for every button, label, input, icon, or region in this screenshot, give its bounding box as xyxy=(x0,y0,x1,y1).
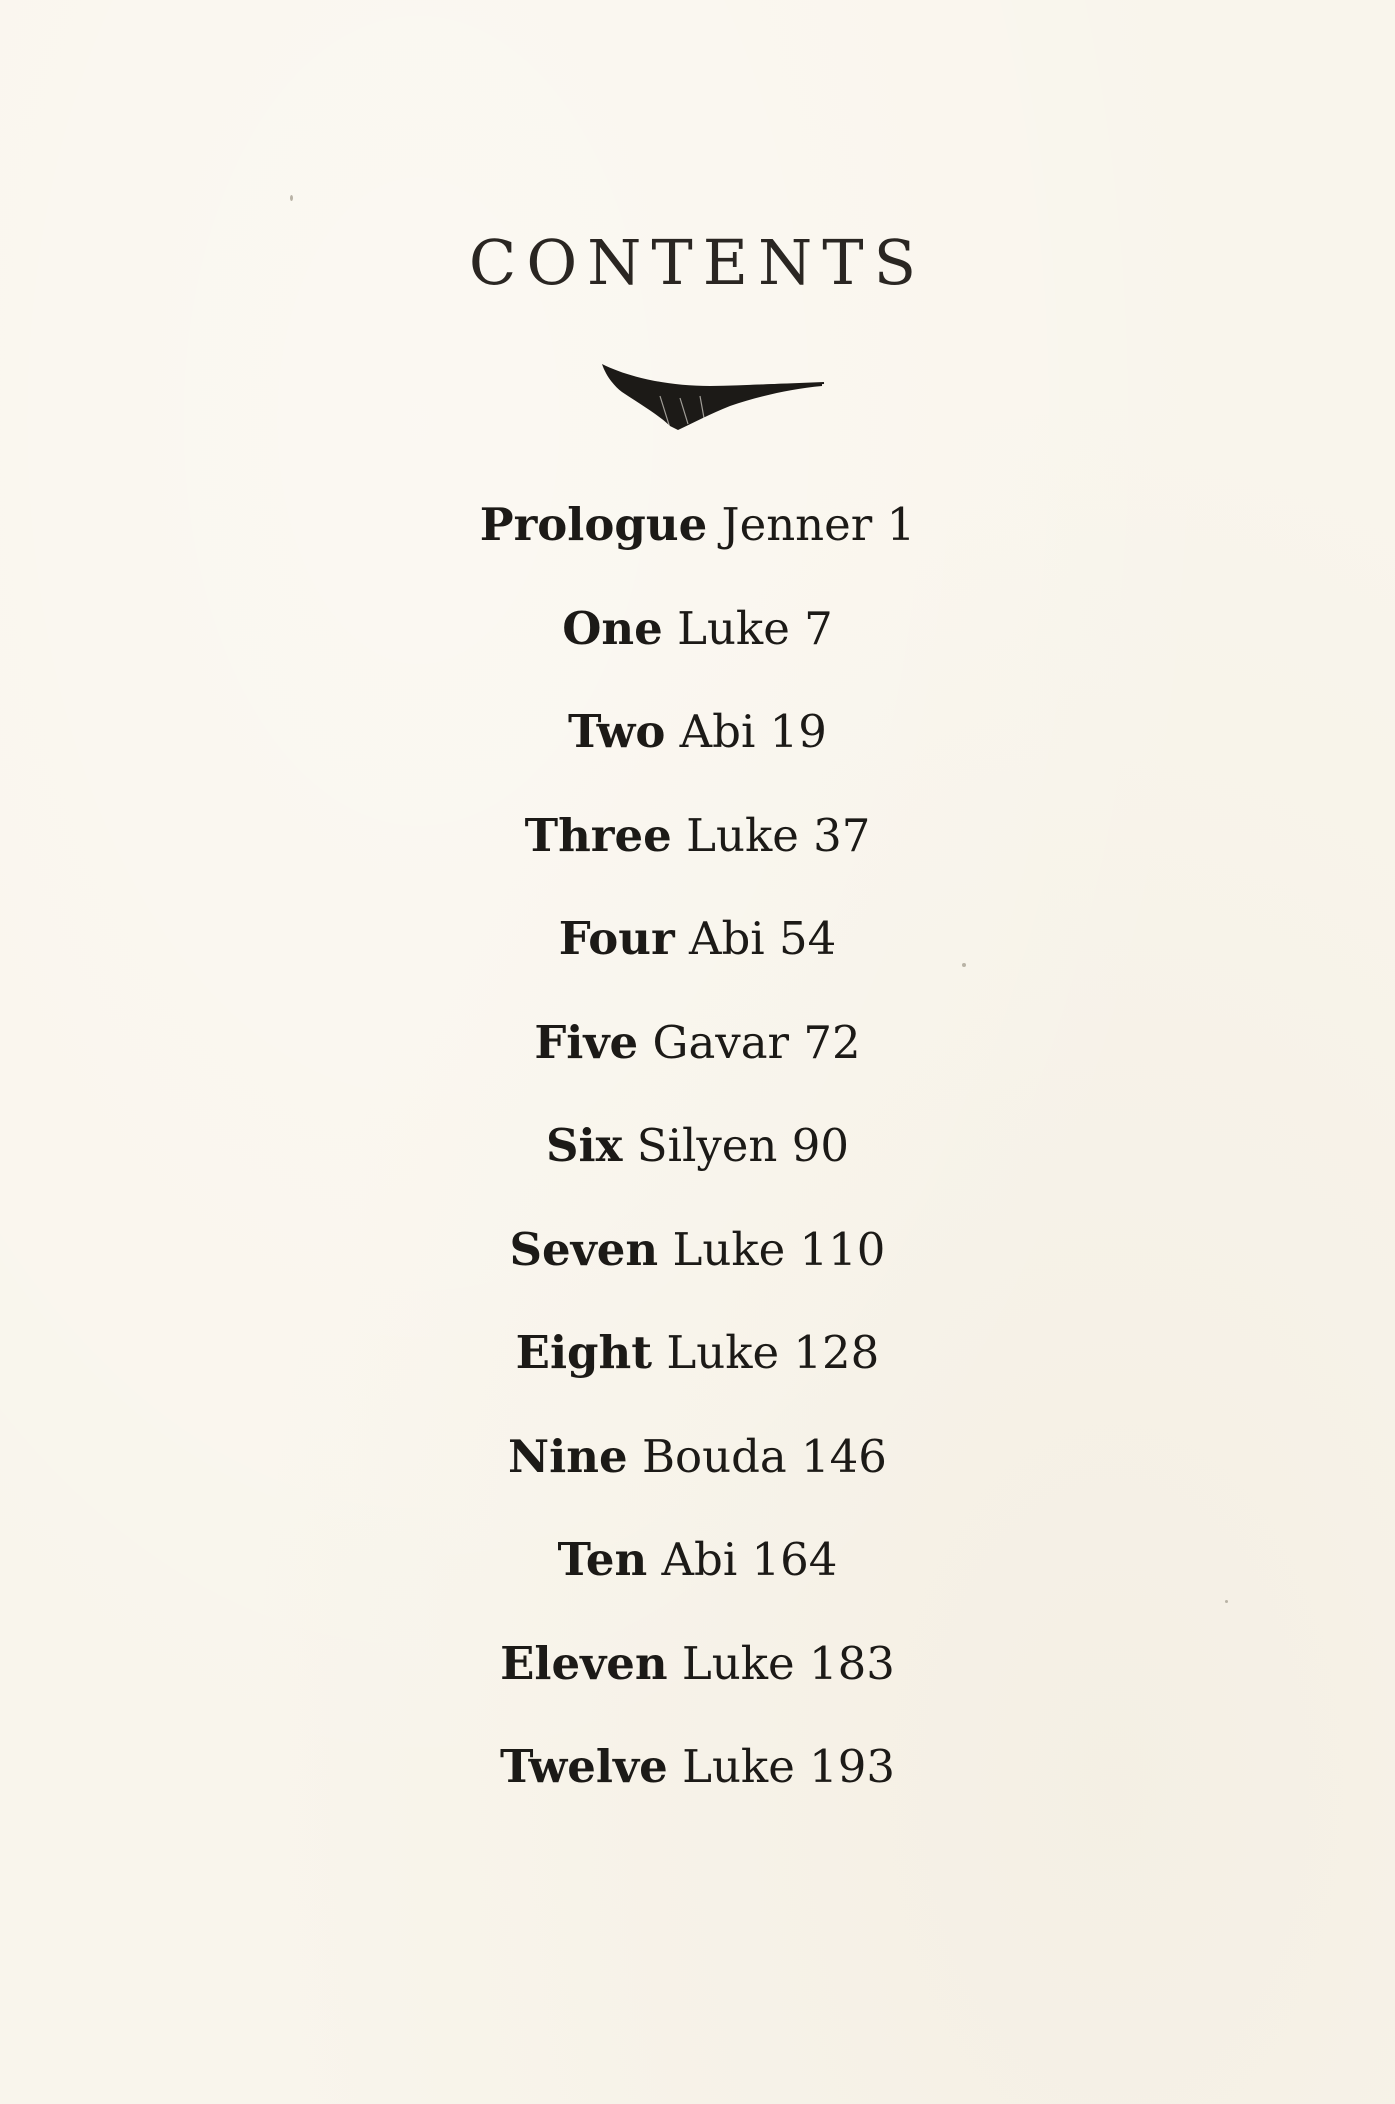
toc-chapter: One xyxy=(562,601,663,655)
toc-chapter: Six xyxy=(546,1119,623,1172)
toc-chapter: Eleven xyxy=(500,1636,668,1690)
toc-narrator: Bouda xyxy=(641,1429,787,1483)
toc-chapter: Nine xyxy=(508,1429,628,1483)
toc-page-number: 146 xyxy=(801,1429,887,1483)
paper-speck xyxy=(290,195,293,201)
toc-narrator: Abi xyxy=(679,705,756,758)
toc-entry xyxy=(0,1006,1395,1110)
toc-entry xyxy=(0,1523,1395,1627)
toc-narrator: Jenner xyxy=(721,498,873,551)
toc-entry xyxy=(0,1730,1395,1834)
toc-entry xyxy=(0,799,1395,903)
toc-narrator: Abi xyxy=(688,912,765,965)
toc-page-number: 164 xyxy=(751,1533,838,1586)
toc-chapter: Eight xyxy=(515,1326,653,1379)
table-of-contents xyxy=(0,488,1395,1834)
toc-chapter: Ten xyxy=(557,1533,648,1586)
toc-narrator: Luke xyxy=(681,1636,795,1690)
toc-entry xyxy=(0,695,1395,799)
toc-chapter: Two xyxy=(568,705,666,758)
toc-page-number: 193 xyxy=(809,1740,896,1793)
toc-narrator: Luke xyxy=(686,808,799,862)
toc-entry xyxy=(0,902,1395,1006)
toc-narrator: Luke xyxy=(682,1740,795,1793)
toc-entry xyxy=(0,488,1395,592)
toc-entry xyxy=(0,1627,1395,1731)
toc-page-number: 128 xyxy=(793,1326,880,1379)
paper-speck xyxy=(1225,1600,1228,1603)
toc-chapter: Prologue xyxy=(479,498,708,551)
toc-entry xyxy=(0,1213,1395,1317)
toc-narrator: Abi xyxy=(661,1533,738,1586)
toc-chapter: Seven xyxy=(509,1222,659,1276)
toc-page-number: 1 xyxy=(886,498,916,551)
toc-page-number: 37 xyxy=(813,808,871,862)
toc-page-number: 90 xyxy=(791,1119,849,1172)
toc-narrator: Luke xyxy=(677,601,790,655)
toc-narrator: Gavar xyxy=(652,1015,790,1069)
toc-entry xyxy=(0,1316,1395,1420)
toc-narrator: Luke xyxy=(672,1222,786,1276)
toc-entry xyxy=(0,592,1395,696)
toc-page-number: 72 xyxy=(803,1015,861,1069)
feather-icon xyxy=(600,356,825,436)
toc-page-number: 19 xyxy=(769,705,827,758)
toc-chapter: Five xyxy=(534,1015,639,1069)
toc-chapter: Three xyxy=(524,808,672,862)
toc-page-number: 183 xyxy=(809,1636,895,1690)
toc-page-number: 110 xyxy=(799,1222,886,1276)
toc-entry xyxy=(0,1109,1395,1213)
toc-narrator: Luke xyxy=(666,1326,780,1379)
toc-entry xyxy=(0,1420,1395,1524)
toc-page-number: 7 xyxy=(804,601,833,655)
page-title: CONTENTS xyxy=(468,226,927,299)
toc-narrator: Silyen xyxy=(636,1119,778,1172)
paper-speck xyxy=(962,963,966,967)
toc-chapter: Four xyxy=(558,912,675,965)
toc-page-number: 54 xyxy=(779,912,837,965)
toc-chapter: Twelve xyxy=(499,1740,668,1793)
